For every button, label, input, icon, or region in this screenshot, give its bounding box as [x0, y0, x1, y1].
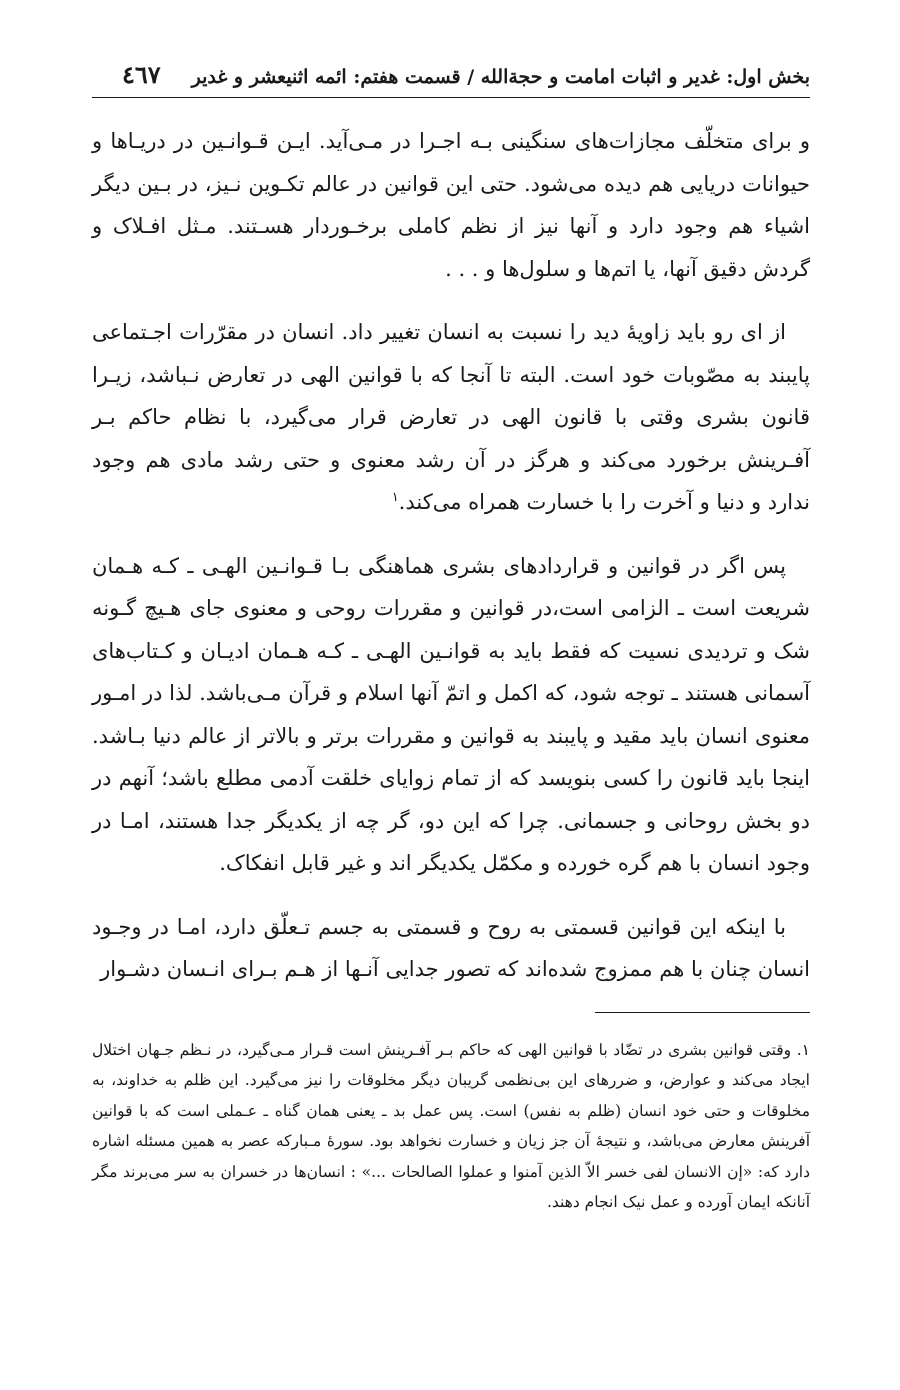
- paragraph-4: با اینکه این قوانین قسمتی به روح و قسمتی به جسم تـعلّق دارد، امـا در وجـود انسان چنان با هم ممزوج شده‌اند که تصور جدایی آنـها از هـم بـرای انـسان دشـوار: [92, 914, 810, 981]
- body-text: [92, 120, 810, 991]
- running-header: [92, 60, 810, 98]
- paragraph-2-text: از ای رو باید زاویهٔ دید را نسبت به انسان تغییر داد. انسان در مقرّرات اجـتماعی پایبند به مصّوبات خود است. البته تا آنجا که با قوانین الهی در تعارض نـباشد، زیـرا قانون بشری وقتی با قانون الهی در تعارض قرار می‌گیرد، با نظام حاکم بـر آفـرینش برخورد می‌کند و هرگز در آن رشد معنوی و حتی رشد مادی هم وجود ندارد و دنیا و آخرت را با خسارت همراه می‌کند.: [92, 320, 810, 514]
- running-header-title: بخش اول: غدیر و اثبات امامت و حجةالله / قسمت هفتم: ائمه اثنیعشر و غدیر: [191, 66, 810, 88]
- footnotes: [92, 1035, 810, 1218]
- footnote-1: ١. وقتی قوانین بشری در تضّاد با قوانین الهی که حاکم بـر آفـرینش است قـرار مـی‌گیرد، در نـظم جـهان اختلال ایجاد می‌کند و عوارض، و ضررهای این بی‌نظمی گریبان دیگر مخلوقات را نیز می‌گیرد. این ظلم به خداوند، به مخلوقات و حتی خود انسان (ظلم به نفس) است. پس عمل بد ـ یعنی همان گناه ـ عـملی است که با قوانین آفرینش معارض می‌باشد، و نتیجهٔ آن جز زیان و خسارت نخواهد بود. سورهٔ مـبارکه عصر به همین مسئله اشاره دارد که: «إن الانسان لفی خسر الاّ الذین آمنوا و عملوا الصالحات ...» : انسان‌ها در خسران به سر می‌برند مگر آنانکه ایمان آورده و عمل نیک انجام دهند.: [92, 1040, 810, 1211]
- paragraph-3: پس اگر در قوانین و قراردادهای بشری هماهنگی بـا قـوانـین الهـی ـ کـه هـمان شریعت است ـ الزامی است،در قوانین و مقررات روحی و معنوی جای هـیچ گـونه شک و تردیدی نسیت که فقط باید به قوانـین الهـی ـ کـه هـمان ادیـان و کـتاب‌های آسمانی هستند ـ توجه شود، که اکمل و اتمّ آنها اسلام و قرآن مـی‌باشد. لذا در امـور معنوی انسان باید مقید و پایبند به قوانین و مقررات برتر و بالاتر از عالم دنیا بـاشد. اینجا باید قانون را کسی بنویسد که از تمام زوایای خلقت آدمی مطلع باشد؛ آنهم در دو بخش روحانی و جسمانی. چرا که این دو، گر چه از یکدیگر جدا هستند، امـا در وجود انسان با هم گره خورده و مکمّل یکدیگر اند و غیر قابل انفکاک.: [92, 553, 810, 875]
- footnote-divider: [595, 1012, 810, 1013]
- footnote-reference: ١: [391, 490, 399, 505]
- paragraph-1: و برای متخلّف مجازات‌های سنگینی بـه اجـرا در مـی‌آید. ایـن قـوانـین در دریـاها و حیوانات دریایی هم دیده می‌شود. حتی این قوانین در عالم تکـوین نـیز، در بـین دیگر اشیاء هم وجود دارد و آنها نیز از نظم کاملی برخـوردار هسـتند. مـثل افـلاک و گردش دقیق آنها، یا اتم‌ها و سلول‌ها و . . .: [92, 129, 810, 281]
- page-number: ٤٦٧: [122, 60, 161, 89]
- book-page: [92, 60, 810, 1218]
- paragraph-2: [92, 311, 810, 524]
